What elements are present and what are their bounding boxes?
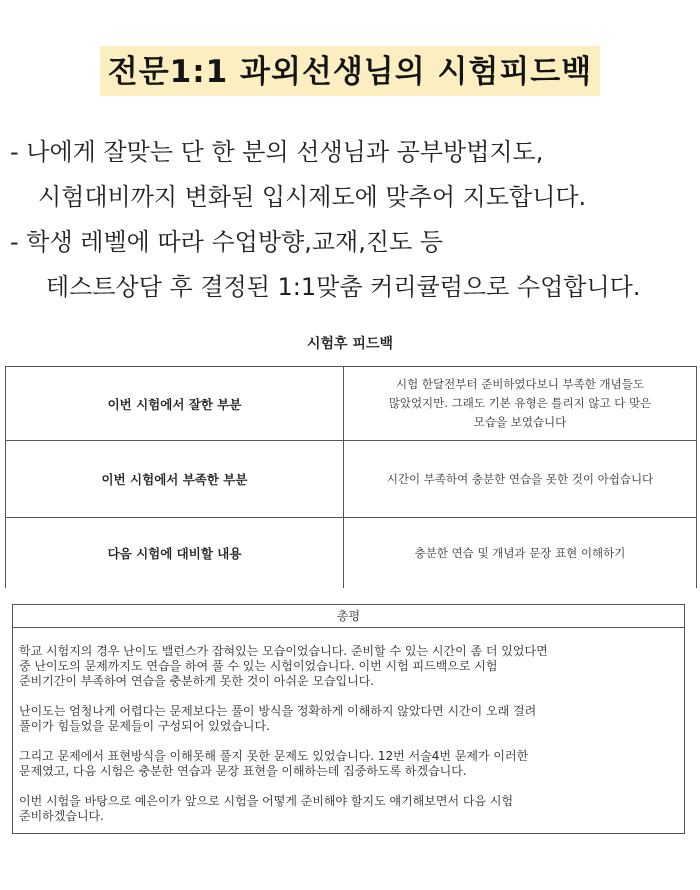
summary-line: 난이도는 엄청나게 어렵다는 문제보다는 풀이 방식을 정확하게 이해하지 않았다면 시간이 오래 걸려 xyxy=(19,704,537,718)
value-line: 시간이 부족하여 충분한 연습을 못한 것이 아쉽습니다 xyxy=(386,471,654,486)
intro-line-2: 시험대비까지 변화된 입시제도에 맞추어 지도합니다. xyxy=(38,183,587,211)
summary-line: 그리고 문제에서 표현방식을 이해못해 풀지 못한 문제도 있었습니다. 12번 서술4번 문제가 이러한 xyxy=(19,749,529,763)
intro-line-1: - 나에게 잘맞는 단 한 분의 선생님과 공부방법지도, xyxy=(10,138,544,166)
feedback-table xyxy=(5,366,697,588)
value-line: 충분한 연습 및 개념과 문장 표현 이해하기 xyxy=(414,545,626,560)
page-title: 전문1:1 과외선생님의 시험피드백 xyxy=(100,46,600,96)
summary-line: 중 난이도의 문제까지도 연습을 하여 풀 수 있는 시험이었습니다. 이번 시험 피드백으로 시험 xyxy=(19,659,498,673)
value-line: 많았었지만. 그래도 기본 유형은 틀리지 않고 다 맞은 xyxy=(388,396,652,410)
table-row xyxy=(6,441,697,518)
row-value xyxy=(344,441,697,518)
summary-line: 준비기간이 부족하여 연습을 충분하게 못한 것이 아쉬운 모습입니다. xyxy=(19,674,375,688)
value-line: 모습을 보였습니다 xyxy=(473,415,567,429)
intro xyxy=(10,130,695,310)
value-line: 시험 한달전부터 준비하였다보니 부족한 개념들도 xyxy=(396,377,644,391)
row-value xyxy=(344,518,697,589)
summary-paragraph xyxy=(19,749,678,779)
summary-line: 이번 시험을 바탕으로 예은이가 앞으로 시험을 어떻게 준비해야 할지도 얘기해보면서 다음 시험 xyxy=(19,794,514,808)
intro-line-3: - 학생 레벨에 따라 수업방향,교재,진도 등 xyxy=(10,228,444,256)
row-label: 다음 시험에 대비할 내용 xyxy=(6,518,344,589)
row-value xyxy=(344,367,697,441)
intro-line-4: 테스트상담 후 결정된 1:1맞춤 커리큘럼으로 수업합니다. xyxy=(46,273,641,301)
summary-box xyxy=(12,604,685,834)
feedback-title: 시험후 피드백 xyxy=(306,336,394,352)
summary-paragraph xyxy=(19,704,678,734)
row-label: 이번 시험에서 잘한 부분 xyxy=(6,367,344,441)
summary-title: 총평 xyxy=(13,605,684,628)
table-row xyxy=(6,367,697,441)
summary-line: 풀이가 힘들었을 문제들이 구성되어 있었습니다. xyxy=(19,719,270,733)
title-wrap xyxy=(0,46,700,96)
summary-line: 학교 시험지의 경우 난이도 밸런스가 잡혀있는 모습이었습니다. 준비할 수 있는 시간이 좀 더 있었다면 xyxy=(19,644,548,658)
summary-line: 준비하겠습니다. xyxy=(19,809,104,823)
table-row xyxy=(6,518,697,589)
row-label: 이번 시험에서 부족한 부분 xyxy=(6,441,344,518)
summary-body xyxy=(13,628,684,824)
summary-paragraph xyxy=(19,794,678,824)
summary-paragraph xyxy=(19,644,678,689)
summary-line: 문제였고, 다음 시험은 충분한 연습과 문장 표현을 이해하는데 집중하도록 하겠습니다. xyxy=(19,764,467,778)
